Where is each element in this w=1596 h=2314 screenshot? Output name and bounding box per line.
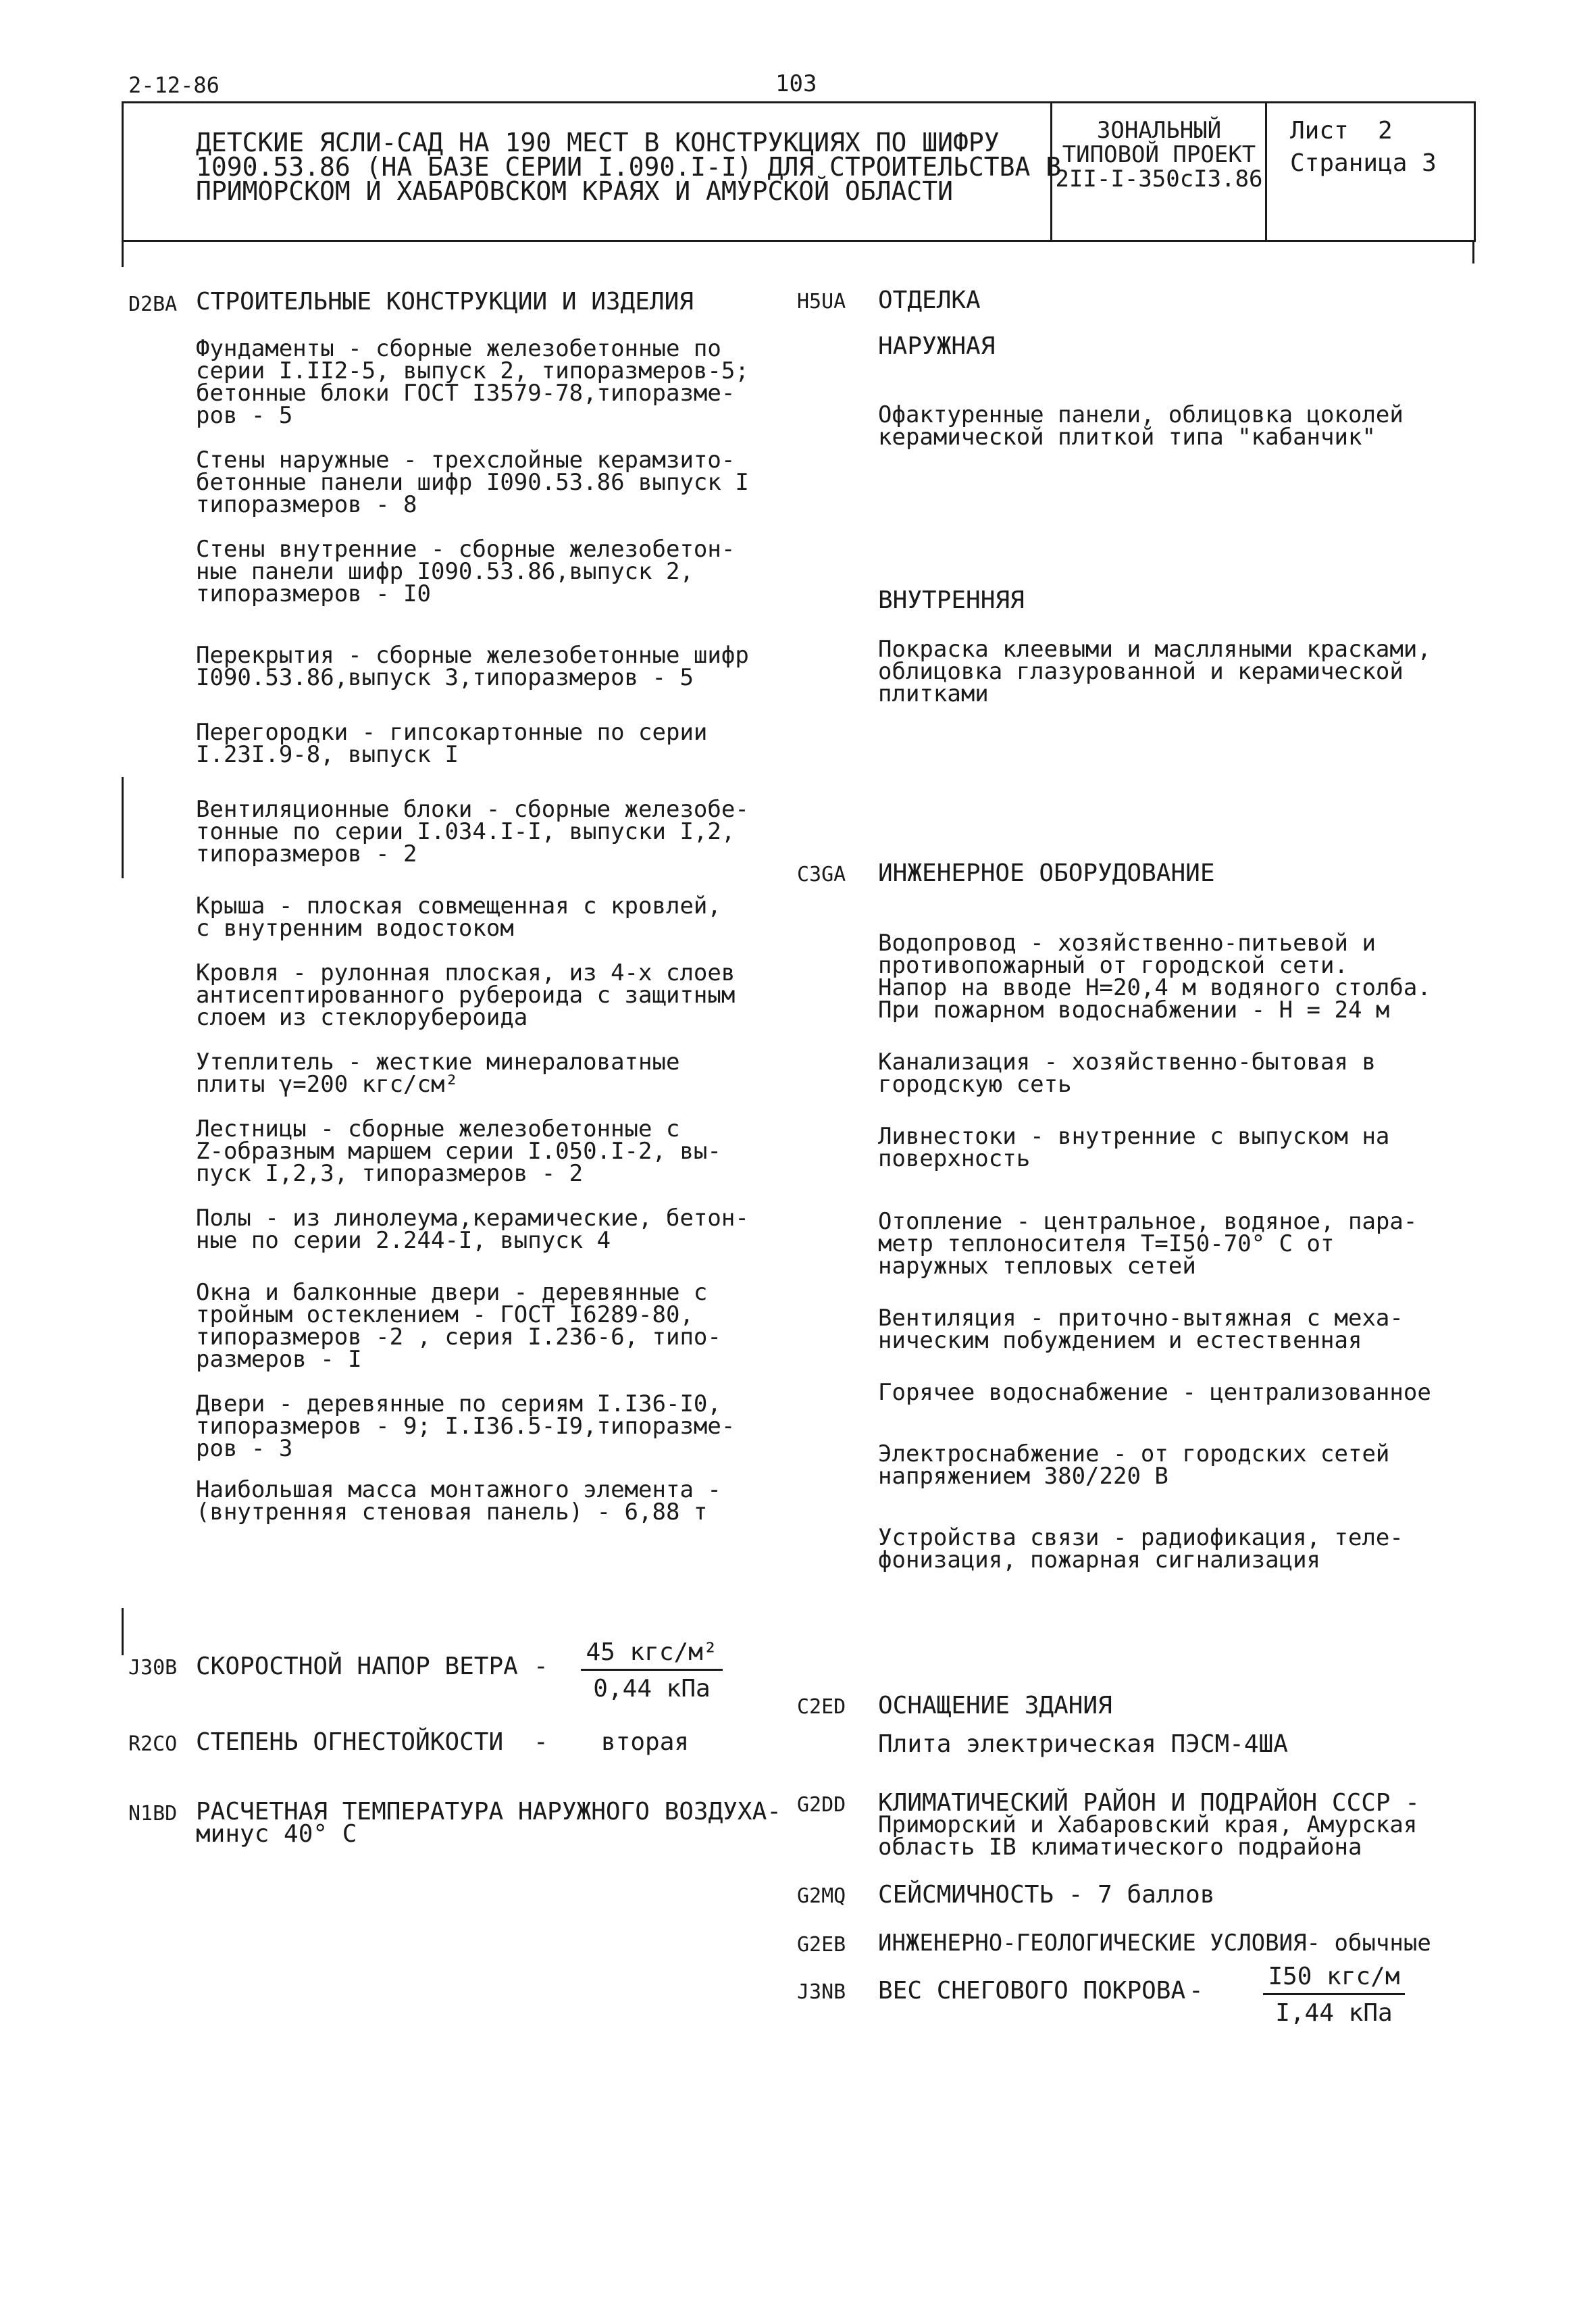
construction-item: Крыша - плоская совмещенная с кровлей, с внутренним водостоком xyxy=(196,892,721,942)
construction-item: Кровля - рулонная плоская, из 4-х слоев антисептированного рубероида с защитным слоем из стеклорубероида xyxy=(196,959,736,1031)
margin-mark xyxy=(1472,240,1474,263)
margin-mark xyxy=(122,777,124,878)
sheet-info: Лист 2 Страница 3 xyxy=(1290,117,1437,177)
construction-item: Окна и балконные двери - деревянные с тройным остеклением - ГОСТ I6289-80, типоразмеров -2 , серия I.236-6, типо- размеров - I xyxy=(196,1279,721,1373)
climate-code: G2DD xyxy=(797,1793,846,1817)
project-code-block: ЗОНАЛЬНЫЙ ТИПОВОЙ ПРОЕКТ 2II-I-350cI3.86 xyxy=(1055,117,1263,193)
engineering-list xyxy=(878,930,1472,1574)
margin-mark xyxy=(122,240,124,267)
construction-section-title: СТРОИТЕЛЬНЫЕ КОНСТРУКЦИИ И ИЗДЕЛИЯ xyxy=(196,288,694,316)
wind-label: СКОРОСТНОЙ НАПОР ВЕТРА xyxy=(196,1653,518,1680)
engineering-item: Отопление - центральное, водяное, пара- метр теплоносителя Т=I50-70° С от наружных тепловых сетей xyxy=(878,1208,1418,1280)
finish-interior-text: Покраска клеевыми и маслляными красками, облицовка глазурованной и керамической плитками xyxy=(878,636,1431,707)
title-block-divider-2 xyxy=(1265,101,1267,242)
snow-code: J3NB xyxy=(797,1980,846,2004)
document-title: ДЕТСКИЕ ЯСЛИ-САД НА 190 МЕСТ В КОНСТРУКЦИЯХ ПО ШИФРУ 1090.53.86 (НА БАЗЕ СЕРИИ I.090.I-I) ДЛЯ СТРОИТЕЛЬСТВА В ПРИМОРСКОМ И ХАБАРОВСКОМ КРАЯХ И АМУРСКОЙ ОБЛАСТИ xyxy=(196,128,1062,206)
engineering-item: Канализация - хозяйственно-бытовая в городскую сеть xyxy=(878,1049,1376,1098)
fire-value: вторая xyxy=(601,1728,690,1756)
geology-text: ИНЖЕНЕРНО-ГЕОЛОГИЧЕСКИЕ УСЛОВИЯ- обычные xyxy=(878,1930,1431,1957)
engineering-item: Устройства связи - радиофикация, теле- фонизация, пожарная сигнализация xyxy=(878,1524,1404,1574)
title-block-right-border xyxy=(1474,101,1476,242)
finish-exterior-text: Офактуренные панели, облицовка цоколей керамической плиткой типа "кабанчик" xyxy=(878,401,1404,451)
engineering-item: Ливнестоки - внутренние с выпуском на поверхность xyxy=(878,1123,1390,1172)
construction-item: Двери - деревянные по сериям I.I36-I0, типоразмеров - 9; I.I36.5-I9,типоразме- ров - 3 xyxy=(196,1390,736,1462)
title-block-bottom-border xyxy=(122,240,1476,242)
construction-list xyxy=(196,335,783,1526)
finish-code: H5UA xyxy=(797,290,846,313)
construction-item: Вентиляционные блоки - сборные железобе- тонные по серии I.034.I-I, выпуски I,2, типоразмеров - 2 xyxy=(196,796,749,867)
snow-dash: - xyxy=(1189,1977,1204,2005)
wind-dash: - xyxy=(534,1653,548,1680)
snow-numerator: I50 кгс/м xyxy=(1263,1963,1405,1995)
engineering-item: Электроснабжение - от городских сетей напряжением 380/220 В xyxy=(878,1440,1390,1490)
construction-item: Фундаменты - сборные железобетонные по серии I.II2-5, выпуск 2, типоразмеров-5; бетонные блоки ГОСТ I3579-78,типоразме- ров - 5 xyxy=(196,335,749,429)
construction-item: Утеплитель - жесткие минераловатные плиты γ=200 кгс/см² xyxy=(196,1049,680,1098)
engineering-item: Горячее водоснабжение - централизованное xyxy=(878,1379,1431,1406)
wind-denominator: 0,44 кПа xyxy=(593,1675,711,1703)
construction-item: Полы - из линолеума,керамические, бетон- ные по серии 2.244-I, выпуск 4 xyxy=(196,1205,749,1254)
page-number: 103 xyxy=(775,70,817,97)
seismic-text: СЕЙСМИЧНОСТЬ - 7 баллов xyxy=(878,1881,1215,1909)
engineering-item: Водопровод - хозяйственно-питьевой и противопожарный от городской сети. Напор на вводе Н=20,4 м водяного столба. При пожарном водоснабжении - Н = 24 м xyxy=(878,930,1431,1024)
construction-item: Лестницы - сборные железобетонные с Z-образным маршем серии I.050.I-2, вы- пуск I,2,3, типоразмеров - 2 xyxy=(196,1115,721,1187)
construction-item: Перегородки - гипсокартонные по серии I.23I.9-8, выпуск I xyxy=(196,719,708,768)
finish-section-title: ОТДЕЛКА xyxy=(878,286,981,314)
engineering-section-title: ИНЖЕНЕРНОЕ ОБОРУДОВАНИЕ xyxy=(878,859,1215,887)
climate-zone: КЛИМАТИЧЕСКИЙ РАЙОН И ПОДРАЙОН СССР - Приморский и Хабаровский края, Амурская область IВ климатического подрайона xyxy=(878,1789,1420,1861)
fire-code: R2CO xyxy=(128,1732,178,1756)
snow-label: ВЕС СНЕГОВОГО ПОКРОВА xyxy=(878,1977,1186,2005)
finish-exterior-title: НАРУЖНАЯ xyxy=(878,332,996,360)
equipment-title: ОСНАЩЕНИЕ ЗДАНИЯ xyxy=(878,1692,1112,1719)
temp-code: N1BD xyxy=(128,1802,178,1826)
section-code: D2BA xyxy=(128,293,178,316)
construction-item: Наибольшая масса монтажного элемента - (внутренняя стеновая панель) - 6,88 т xyxy=(196,1476,721,1526)
snow-load-fraction xyxy=(1263,1963,1405,2027)
seismic-code: G2MQ xyxy=(797,1884,846,1908)
engineering-item: Вентиляция - приточно-вытяжная с меха- ническим побуждением и естественная xyxy=(878,1305,1404,1354)
margin-mark xyxy=(122,1608,124,1655)
fire-dash: - xyxy=(534,1728,548,1756)
design-temperature: РАСЧЕТНАЯ ТЕМПЕРАТУРА НАРУЖНОГО ВОЗДУХА- минус 40° С xyxy=(196,1798,781,1848)
construction-item: Стены наружные - трехслойные керамзито- бетонные панели шифр I090.53.86 выпуск I типоразмеров - 8 xyxy=(196,447,749,518)
document-date: 2-12-86 xyxy=(128,72,220,98)
title-block-left-border xyxy=(122,101,124,242)
wind-code: J30B xyxy=(128,1656,178,1680)
finish-interior-title: ВНУТРЕННЯЯ xyxy=(878,586,1025,614)
construction-item: Перекрытия - сборные железобетонные шифр I090.53.86,выпуск 3,типоразмеров - 5 xyxy=(196,642,749,691)
equipment-text: Плита электрическая ПЭСМ-4ШA xyxy=(878,1730,1288,1758)
equipment-code: C2ED xyxy=(797,1695,846,1719)
title-block-top-border xyxy=(122,101,1476,103)
wind-pressure-fraction xyxy=(581,1638,723,1703)
wind-numerator: 45 кгс/м² xyxy=(581,1638,723,1671)
snow-denominator: I,44 кПа xyxy=(1275,1999,1393,2027)
engineering-code: C3GA xyxy=(797,863,846,886)
construction-item: Стены внутренние - сборные железобетон- ные панели шифр I090.53.86,выпуск 2, типоразмеров - I0 xyxy=(196,536,736,607)
fire-label: СТЕПЕНЬ ОГНЕСТОЙКОСТИ xyxy=(196,1728,504,1756)
geology-code: G2EB xyxy=(797,1933,846,1957)
